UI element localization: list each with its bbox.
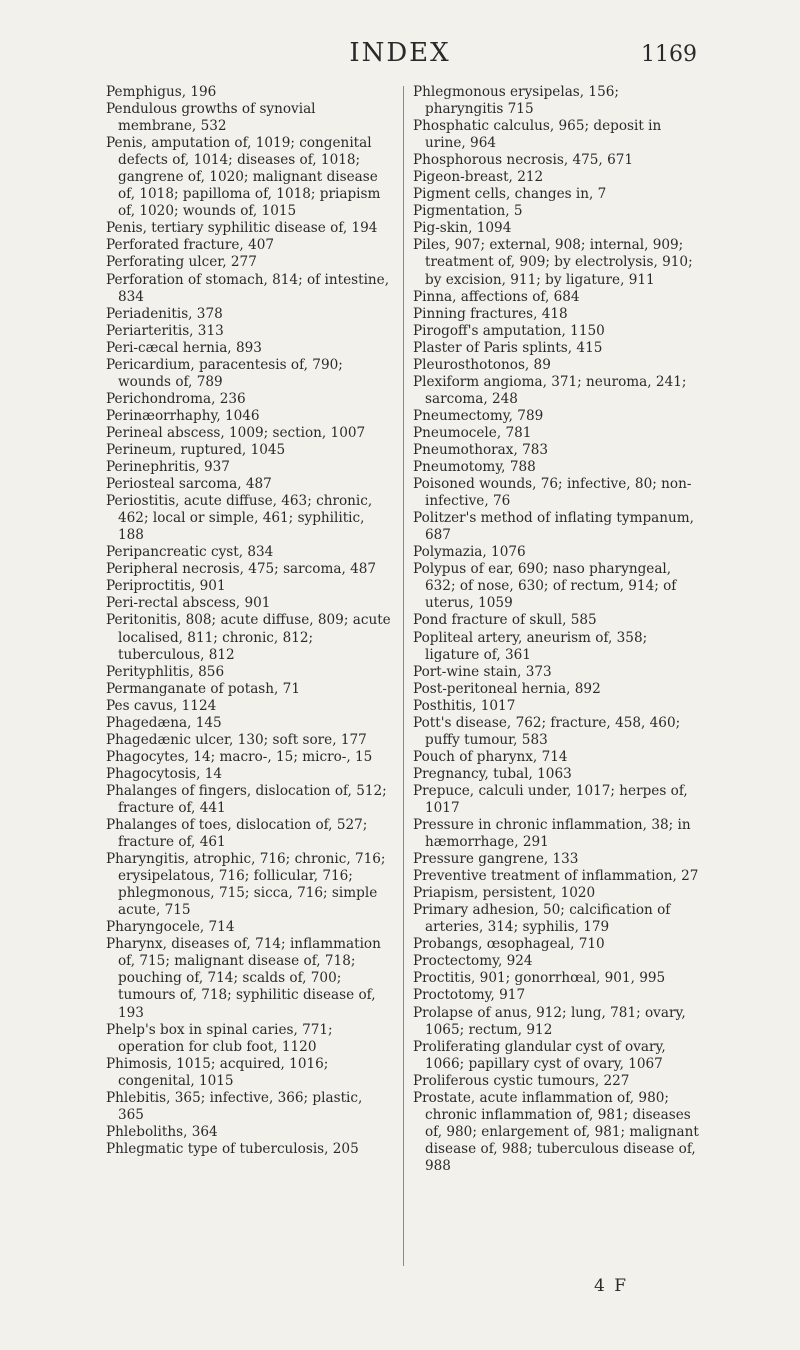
index-entry: Pigmentation, 5: [413, 203, 523, 220]
index-entry: Phalanges of toes, dislocation of, 527; fracture of, 461: [106, 817, 368, 851]
index-entry: Posthitis, 1017: [413, 697, 516, 714]
index-entry: Preventive treatment of inflammation, 27: [413, 868, 699, 885]
index-entry: Perforated fracture, 407: [106, 237, 275, 254]
index-entry: Priapism, persistent, 1020: [413, 885, 596, 902]
index-entry: Pressure in chronic inflammation, 38; in hæmorrhage, 291: [413, 817, 691, 851]
index-entry: Penis, tertiary syphilitic disease of, 194: [106, 220, 378, 237]
index-entry: Pressure gangrene, 133: [413, 851, 579, 868]
index-entry: Plaster of Paris splints, 415: [413, 339, 603, 356]
index-entry: Peri-cæcal hernia, 893: [106, 339, 262, 356]
index-entry: Phosphatic calculus, 965; deposit in urine, 964: [413, 118, 662, 152]
index-entry: Pneumocele, 781: [413, 424, 532, 441]
index-entry: Pinning fractures, 418: [413, 305, 568, 322]
index-entry: Pig-skin, 1094: [413, 220, 512, 237]
index-entry: Poisoned wounds, 76; infective, 80; non-infective, 76: [413, 476, 692, 510]
index-entry: Pinna, affections of, 684: [413, 288, 580, 305]
index-entry: Phosphorous necrosis, 475, 671: [413, 152, 634, 169]
index-entry: Perinephritis, 937: [106, 459, 230, 476]
index-entry: Pigeon-breast, 212: [413, 169, 544, 186]
index-entry: Pott's disease, 762; fracture, 458, 460; puffy tumour, 583: [413, 714, 681, 748]
index-column-left: [106, 84, 392, 1158]
index-entry: Pharyngocele, 714: [106, 919, 235, 936]
page-header: [0, 38, 800, 78]
index-entry: Periadenitis, 378: [106, 305, 223, 322]
index-entry: Penis, amputation of, 1019; congenital defects of, 1014; diseases of, 1018; gangrene of, 1020; malignant disease of, 1018; papilloma of, 1018; priapism of, 1020; wounds of, 1015: [106, 135, 381, 220]
index-entry: Prostate, acute inflammation of, 980; chronic inflammation of, 981; diseases of, 980; enlargement of, 981; malignant disease of, 988; tuberculous disease of, 988: [413, 1089, 699, 1174]
index-entry: Pharyngitis, atrophic, 716; chronic, 716; erysipelatous, 716; follicular, 716; phlegmonous, 715; sicca, 716; simple acute, 715: [106, 851, 386, 919]
index-entry: Periarteritis, 313: [106, 322, 224, 339]
index-entry: Plexiform angioma, 371; neuroma, 241; sarcoma, 248: [413, 373, 687, 407]
index-entry: Phagedænic ulcer, 130; soft sore, 177: [106, 731, 367, 748]
index-column-right: [413, 84, 699, 1175]
page-number: 1169: [641, 42, 697, 67]
index-entry: Proliferous cystic tumours, 227: [413, 1072, 630, 1089]
index-entry: Pirogoff's amputation, 1150: [413, 322, 605, 339]
index-entry: Proctotomy, 917: [413, 987, 526, 1004]
index-entry: Perityphlitis, 856: [106, 663, 225, 680]
index-entry: Periosteal sarcoma, 487: [106, 476, 272, 493]
index-entry: Polypus of ear, 690; naso pharyngeal, 632; of nose, 630; of rectum, 914; of uterus, 1059: [413, 561, 677, 612]
index-entry: Phalanges of fingers, dislocation of, 512; fracture of, 441: [106, 782, 387, 816]
index-entry: Peripancreatic cyst, 834: [106, 544, 274, 561]
index-entry: Pigment cells, changes in, 7: [413, 186, 607, 203]
index-entry: Pharynx, diseases of, 714; inflammation of, 715; malignant disease of, 718; pouching of, 714; scalds of, 700; tumours of, 718; syphilitic disease of, 193: [106, 936, 381, 1021]
index-entry: Phlebitis, 365; infective, 366; plastic, 365: [106, 1089, 363, 1123]
index-entry: Pregnancy, tubal, 1063: [413, 765, 572, 782]
index-entry: Phlegmonous erysipelas, 156; pharyngitis 715: [413, 84, 619, 118]
index-entry: Proctitis, 901; gonorrhœal, 901, 995: [413, 970, 666, 987]
index-entry: Periproctitis, 901: [106, 578, 226, 595]
index-entry: Phimosis, 1015; acquired, 1016; congenital, 1015: [106, 1055, 329, 1089]
index-entry: Probangs, œsophageal, 710: [413, 936, 605, 953]
index-entry: Pond fracture of skull, 585: [413, 612, 597, 629]
index-entry: Polymazia, 1076: [413, 544, 526, 561]
index-entry: Proctectomy, 924: [413, 953, 533, 970]
index-entry: Perichondroma, 236: [106, 390, 246, 407]
index-entry: Phagocytosis, 14: [106, 765, 223, 782]
running-head-title: INDEX: [349, 38, 451, 68]
index-entry: Pneumectomy, 789: [413, 407, 544, 424]
index-entry: Politzer's method of inflating tympanum, 687: [413, 510, 694, 544]
index-entry: Peri-rectal abscess, 901: [106, 595, 271, 612]
index-entry: Post-peritoneal hernia, 892: [413, 680, 601, 697]
signature-mark: 4 F: [594, 1276, 629, 1296]
index-entry: Proliferating glandular cyst of ovary, 1066; papillary cyst of ovary, 1067: [413, 1038, 666, 1072]
index-entry: Perforating ulcer, 277: [106, 254, 257, 271]
index-entry: Prolapse of anus, 912; lung, 781; ovary, 1065; rectum, 912: [413, 1004, 686, 1038]
index-entry: Pneumothorax, 783: [413, 441, 549, 458]
index-entry: Pouch of pharynx, 714: [413, 748, 568, 765]
index-entry: Perforation of stomach, 814; of intestine, 834: [106, 271, 390, 305]
index-entry: Pleurosthotonos, 89: [413, 356, 551, 373]
index-entry: Phagocytes, 14; macro-, 15; micro-, 15: [106, 748, 373, 765]
index-entry: Pendulous growths of synovial membrane, 532: [106, 101, 316, 135]
index-entry: Peripheral necrosis, 475; sarcoma, 487: [106, 561, 377, 578]
index-entry: Pes cavus, 1124: [106, 697, 217, 714]
index-entry: Perinæorrhaphy, 1046: [106, 407, 260, 424]
index-entry: Phlegmatic type of tuberculosis, 205: [106, 1140, 359, 1157]
index-entry: Port-wine stain, 373: [413, 663, 552, 680]
column-divider: [403, 86, 404, 1266]
index-entry: Permanganate of potash, 71: [106, 680, 300, 697]
index-entry: Phagedæna, 145: [106, 714, 222, 731]
index-entry: Piles, 907; external, 908; internal, 909; treatment of, 909; by electrolysis, 910; by excision, 911; by ligature, 911: [413, 237, 693, 288]
index-entry: Perineal abscess, 1009; section, 1007: [106, 424, 366, 441]
index-entry: Pneumotomy, 788: [413, 459, 536, 476]
index-columns: [106, 84, 702, 1284]
index-entry: Pemphigus, 196: [106, 84, 217, 100]
index-entry: Periostitis, acute diffuse, 463; chronic, 462; local or simple, 461; syphilitic, 188: [106, 493, 373, 544]
index-entry: Phelp's box in spinal caries, 771; operation for club foot, 1120: [106, 1021, 333, 1055]
index-entry: Pericardium, paracentesis of, 790; wounds of, 789: [106, 356, 343, 390]
index-entry: Prepuce, calculi under, 1017; herpes of, 1017: [413, 782, 688, 816]
index-entry: Phleboliths, 364: [106, 1123, 218, 1140]
index-entry: Peritonitis, 808; acute diffuse, 809; acute localised, 811; chronic, 812; tuberculous, 812: [106, 612, 391, 663]
index-entry: Primary adhesion, 50; calcification of arteries, 314; syphilis, 179: [413, 902, 671, 936]
index-entry: Perineum, ruptured, 1045: [106, 441, 286, 458]
index-entry: Popliteal artery, aneurism of, 358; ligature of, 361: [413, 629, 648, 663]
